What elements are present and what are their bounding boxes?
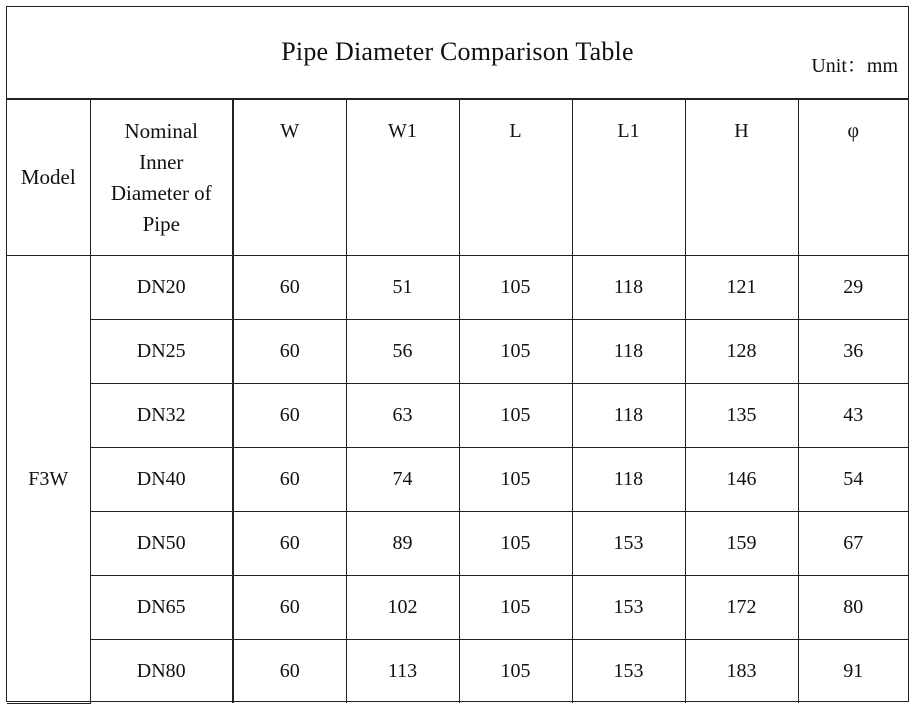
cell-h: 146 [685, 448, 798, 512]
cell-phi: 80 [798, 576, 908, 640]
cell-l: 105 [459, 576, 572, 640]
header-l1: L1 [572, 100, 685, 256]
cell-h: 183 [685, 640, 798, 704]
header-nominal-line: Pipe [142, 212, 180, 236]
cell-w1: 89 [346, 512, 459, 576]
cell-dn: DN40 [90, 448, 233, 512]
cell-w1: 51 [346, 256, 459, 320]
cell-w: 60 [233, 320, 346, 384]
header-nominal-line: Nominal [124, 119, 198, 143]
cell-h: 128 [685, 320, 798, 384]
cell-w1: 63 [346, 384, 459, 448]
table-row [7, 512, 908, 576]
cell-phi: 91 [798, 640, 908, 704]
cell-w: 60 [233, 640, 346, 704]
header-row [7, 100, 908, 256]
table-row [7, 448, 908, 512]
cell-phi: 36 [798, 320, 908, 384]
cell-h: 159 [685, 512, 798, 576]
cell-l: 105 [459, 256, 572, 320]
title-row [7, 7, 908, 99]
cell-w1: 113 [346, 640, 459, 704]
cell-dn: DN32 [90, 384, 233, 448]
cell-l1: 153 [572, 576, 685, 640]
header-nominal-diameter [90, 100, 233, 256]
cell-w: 60 [233, 384, 346, 448]
cell-h: 135 [685, 384, 798, 448]
cell-l1: 118 [572, 320, 685, 384]
table-row [7, 640, 908, 704]
header-w1: W1 [346, 100, 459, 256]
comparison-table-frame [6, 6, 909, 702]
cell-phi: 54 [798, 448, 908, 512]
cell-w: 60 [233, 256, 346, 320]
cell-l: 105 [459, 448, 572, 512]
unit-label: Unit：mm [811, 55, 898, 77]
cell-l1: 153 [572, 640, 685, 704]
cell-w: 60 [233, 576, 346, 640]
cell-w1: 102 [346, 576, 459, 640]
cell-phi: 67 [798, 512, 908, 576]
cell-phi: 43 [798, 384, 908, 448]
table-title: Pipe Diameter Comparison Table [281, 37, 634, 66]
table-row [7, 384, 908, 448]
model-cell: F3W [7, 256, 90, 704]
header-h: H [685, 100, 798, 256]
cell-phi: 29 [798, 256, 908, 320]
header-model: Model [7, 100, 90, 256]
header-w: W [233, 100, 346, 256]
cell-l: 105 [459, 320, 572, 384]
cell-l1: 118 [572, 448, 685, 512]
cell-dn: DN65 [90, 576, 233, 640]
pipe-diameter-table [7, 99, 908, 704]
header-nominal-line: Inner [139, 150, 184, 174]
cell-h: 121 [685, 256, 798, 320]
cell-l1: 118 [572, 256, 685, 320]
header-l: L [459, 100, 572, 256]
cell-dn: DN25 [90, 320, 233, 384]
cell-l1: 153 [572, 512, 685, 576]
header-nominal-line: Diameter of [110, 181, 212, 205]
cell-l: 105 [459, 512, 572, 576]
cell-l: 105 [459, 640, 572, 704]
cell-l: 105 [459, 384, 572, 448]
cell-dn: DN50 [90, 512, 233, 576]
cell-l1: 118 [572, 384, 685, 448]
cell-w: 60 [233, 448, 346, 512]
cell-dn: DN80 [90, 640, 233, 704]
cell-w1: 56 [346, 320, 459, 384]
cell-dn: DN20 [90, 256, 233, 320]
table-row [7, 576, 908, 640]
cell-w1: 74 [346, 448, 459, 512]
table-row [7, 256, 908, 320]
table-row [7, 320, 908, 384]
cell-h: 172 [685, 576, 798, 640]
cell-w: 60 [233, 512, 346, 576]
header-phi: φ [798, 100, 908, 256]
